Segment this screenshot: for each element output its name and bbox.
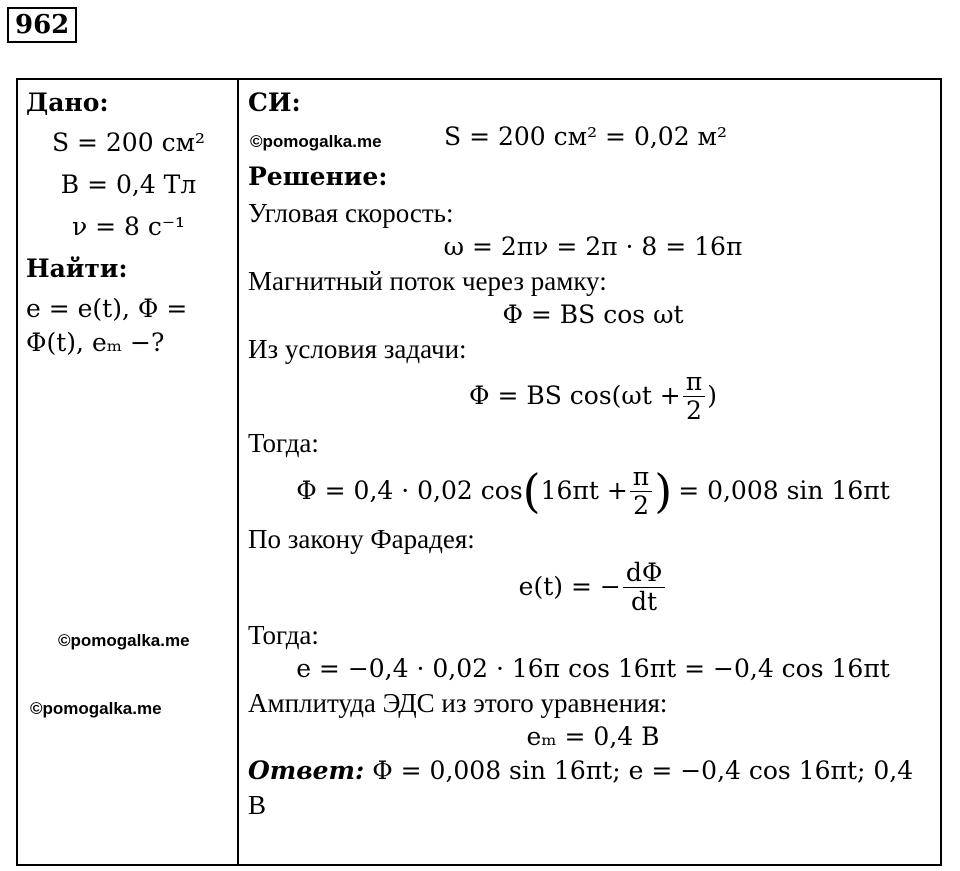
- fraction-denominator: dt: [631, 586, 658, 616]
- find-line-1: e = e(t), Φ =: [26, 294, 188, 323]
- text-then-2: Тогда:: [248, 620, 319, 650]
- given-induction-text: B = 0,4 Тл: [60, 170, 197, 199]
- fraction-numerator: π: [683, 368, 705, 397]
- si-heading: СИ:: [248, 88, 301, 117]
- formula-flux-pre: Φ = 0,4 · 0,02 cos: [296, 476, 523, 505]
- fraction-denominator: 2: [686, 395, 702, 425]
- solution-table: [16, 78, 942, 866]
- given-column: [26, 80, 231, 360]
- left-paren: (: [522, 464, 541, 518]
- formula-amplitude: eₘ = 0,4 В: [526, 722, 660, 751]
- fraction-dphi-dt: [623, 559, 666, 615]
- formula-flux-post: = 0,008 sin 16πt: [678, 476, 890, 505]
- given-heading: Дано:: [26, 88, 109, 117]
- given-frequency: [26, 210, 231, 244]
- text-condition: Из условия задачи:: [248, 334, 467, 364]
- find-heading: Найти:: [26, 254, 128, 283]
- given-frequency-text: ν = 8 с⁻¹: [71, 212, 186, 241]
- fraction-numerator: dΦ: [623, 559, 666, 588]
- formula-angular-speed: ω = 2πν = 2π · 8 = 16π: [443, 232, 743, 261]
- answer-line: [248, 754, 938, 788]
- formula-flux-values: [248, 460, 938, 522]
- given-area: [26, 126, 231, 160]
- si-formula: S = 200 см² = 0,02 м²: [444, 122, 728, 151]
- fraction-pi-over-2: [683, 368, 705, 424]
- formula-flux-mid: 16πt +: [540, 476, 628, 505]
- formula-condition: [248, 366, 938, 426]
- formula-faraday-pre: e(t) = −: [518, 572, 621, 601]
- answer-tail: В: [248, 790, 267, 820]
- fraction-numerator: π: [630, 463, 652, 492]
- right-paren: ): [654, 464, 673, 518]
- find-line-2: Φ(t), eₘ −?: [26, 328, 165, 357]
- solution-column: [248, 80, 938, 822]
- formula-condition-pre: Φ = BS cos(ωt +: [469, 381, 681, 410]
- solution-heading: Решение:: [248, 162, 388, 191]
- formula-faraday: [248, 556, 938, 618]
- formula-magnetic-flux: Φ = BS cos ωt: [502, 300, 684, 329]
- answer-label: Ответ:: [248, 756, 365, 785]
- problem-number: 962: [7, 7, 77, 43]
- si-row: [248, 120, 938, 160]
- fraction-pi-over-2: [630, 463, 652, 519]
- text-amplitude: Амплитуда ЭДС из этого уравнения:: [248, 688, 668, 718]
- given-induction: [26, 168, 231, 202]
- watermark: ©pomogalka.me: [30, 699, 162, 718]
- fraction-denominator: 2: [633, 490, 649, 520]
- text-faraday: По закону Фарадея:: [248, 524, 475, 554]
- answer-text: Φ = 0,008 sin 16πt; e = −0,4 cos 16πt; 0,4: [372, 756, 914, 785]
- text-then-1: Тогда:: [248, 428, 319, 458]
- watermark: ©pomogalka.me: [58, 631, 190, 650]
- given-area-text: S = 200 см²: [51, 128, 206, 157]
- text-magnetic-flux: Магнитный поток через рамку:: [248, 266, 607, 296]
- text-angular-speed: Угловая скорость:: [248, 198, 454, 228]
- formula-emf: e = −0,4 · 0,02 · 16π cos 16πt = −0,4 cos 16πt: [296, 654, 890, 683]
- column-divider: [237, 80, 239, 864]
- formula-condition-post: ): [707, 381, 717, 410]
- watermark: ©pomogalka.me: [250, 132, 382, 151]
